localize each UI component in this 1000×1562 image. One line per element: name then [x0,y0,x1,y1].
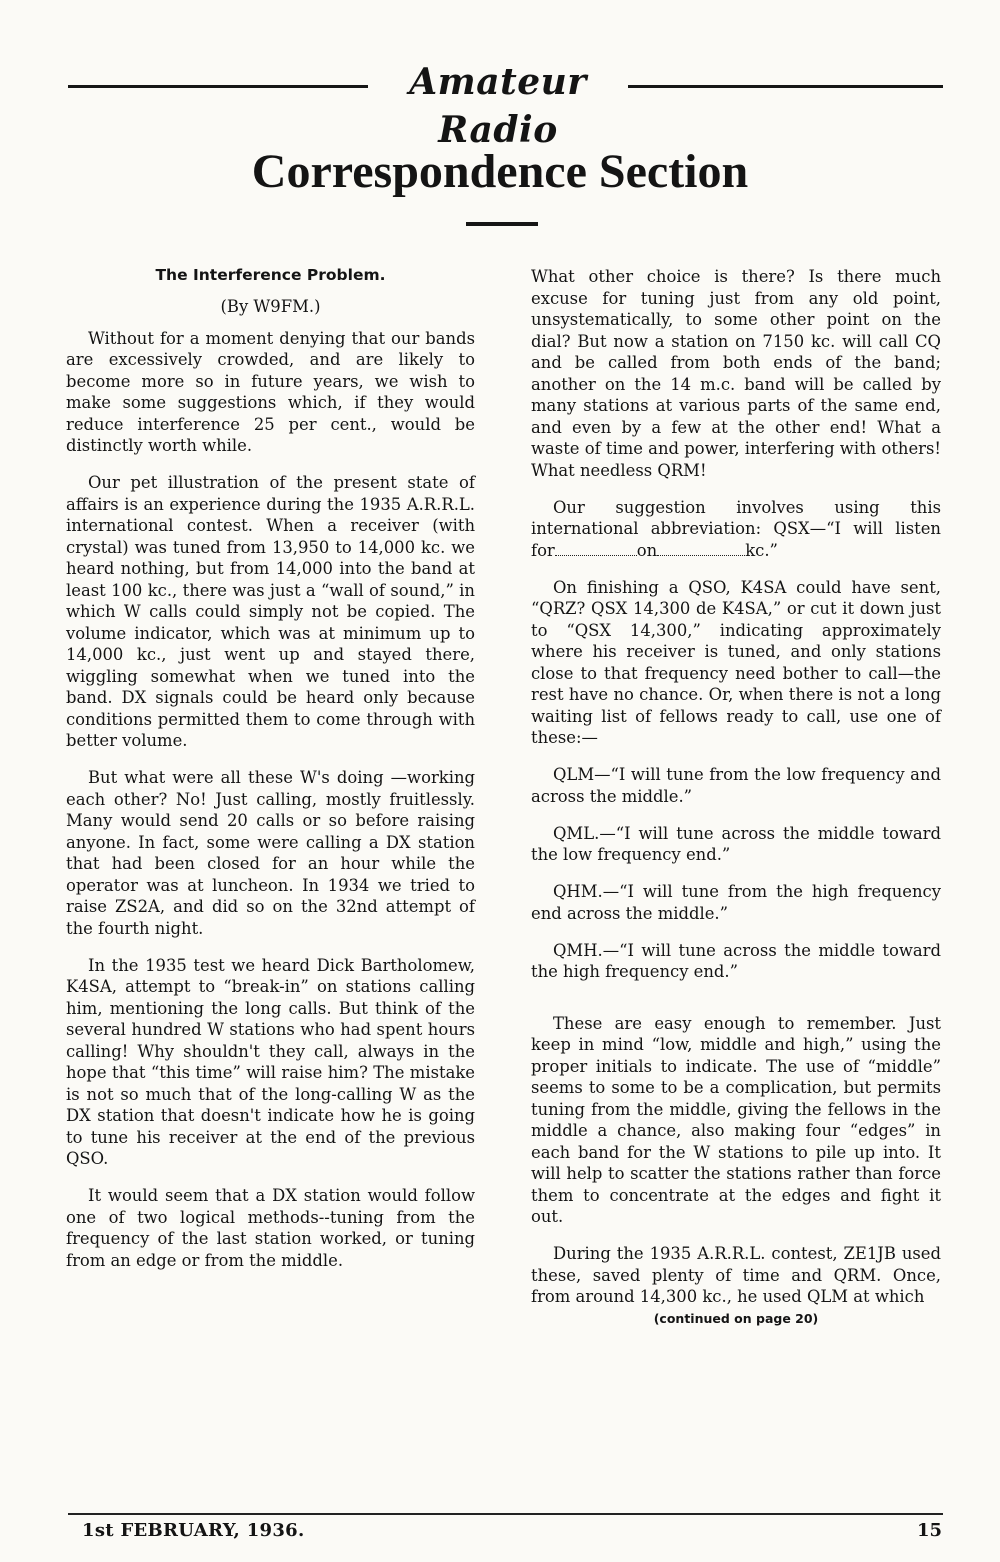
fill-in-blank [555,540,637,556]
section-title: Correspondence Section [251,145,749,198]
qsx-kc: kc.” [745,540,778,560]
article-byline: (By W9FM.) [220,297,321,316]
masthead-rule-right [628,85,943,88]
footer-rule [68,1513,943,1515]
qsx-text: Our suggestion involves using this international abbreviation: QSX—“I will listen for [531,497,941,560]
paragraph: On finishing a QSO, K4SA could have sent, “QRZ? QSX 14,300 de K4SA,” or cut it down just to “QSX 14,300,” indicating approximately where his receiver is tuned, and only stations close to that frequency need bother to call—the rest have no chance. Or, when there is not a long waiting list of fellows ready to call, use one of these:— [531,577,941,747]
code-qhm: QHM.—“I will tune from the high frequency end across the middle.” [531,882,941,923]
masthead [68,58,943,151]
article-title: The Interference Problem. [155,266,386,284]
issue-date: 1st FEBRUARY, 1936. [82,1520,305,1541]
code-qmh: QMH.—“I will tune across the middle toward the high frequency end.” [531,940,941,981]
page-number: 15 [916,1520,942,1541]
paragraph: Our pet illustration of the present state of affairs is an experience during the 1935 A.R.R.L. international contest. When a receiver (with crystal) was tuned from 13,950 to 14,000 kc. we heard nothing, but from 14,000 into the band at least 100 kc., there was just a “wall of sound,” in which W calls could simply not be copied. The volume indicator, which was at minimum up to 14,000 kc., just went up and stayed there, wiggling somewhat when we tuned into the band. DX signals could be heard only because conditions permitted them to come through with better volume. [66,473,475,750]
code-qml: QML.—“I will tune across the middle toward the low frequency end.” [531,823,941,864]
paragraph: During the 1935 A.R.R.L. contest, ZE1JB used these, saved plenty of time and QRM. Once, from around 14,300 kc., he used QLM at which [531,1244,941,1306]
code-qlm: QLM—“I will tune from the low frequency and across the middle.” [531,765,941,806]
title-underline [466,222,538,226]
masthead-logo: Amateur Radio [409,61,587,151]
continued-note: (continued on page 20) [653,1310,819,1326]
paragraph: But what were all these W's doing —working each other? No! Just calling, mostly fruitlessly. Many would send 20 calls or so before raising anyone. In fact, some were calling a DX station that had been closed for an hour while the operator was at luncheon. In 1934 we tried to raise ZS2A, and did so on the 32nd attempt of the fourth night. [66,768,475,938]
fill-in-blank [657,540,745,556]
left-column [66,264,475,1287]
paragraph: These are easy enough to remember. Just keep in mind “low, middle and high,” using the proper initials to indicate. The use of “middle” seems to some to be a complication, but permits tuning from the middle, giving the fellows in the middle a chance, also making four “edges” in each band for the W stations to pile up into. It will help to scatter the stations rather than force them to concentrate at the edges and fight it out. [531,1013,941,1226]
paragraph: Without for a moment denying that our bands are excessively crowded, and are likely to become more so in future years, we wish to make some suggestions which, if they would reduce interference 25 per cent., would be distinctly worth while. [66,328,475,455]
paragraph-qsx [531,497,941,562]
qsx-on: on [636,540,658,560]
paragraph: It would seem that a DX station would follow one of two logical methods--tuning from the frequency of the last station worked, or tuning from an edge or from the middle. [66,1186,475,1270]
paragraph: In the 1935 test we heard Dick Bartholomew, K4SA, attempt to “break-in” on stations calling him, mentioning the long calls. But think of the several hundred W stations who had spent hours calling! Why shouldn't they call, always in the hope that “this time” will raise him? The mistake is not so much that of the long-calling W as the DX station that doesn't indicate how he is going to tune his receiver at the end of the previous QSO. [66,955,475,1168]
masthead-rule-left [68,85,368,88]
right-column [531,266,941,1328]
paragraph: What other choice is there? Is there much excuse for tuning just from any old point, unsystematically, to some other point on the dial? But now a station on 7150 kc. will call CQ and be called from both ends of the band; another on the 14 m.c. band will be called by many stations at various parts of the same end, and even by a few at the other end! What a waste of time and power, interfering with others! What needless QRM! [531,267,941,480]
